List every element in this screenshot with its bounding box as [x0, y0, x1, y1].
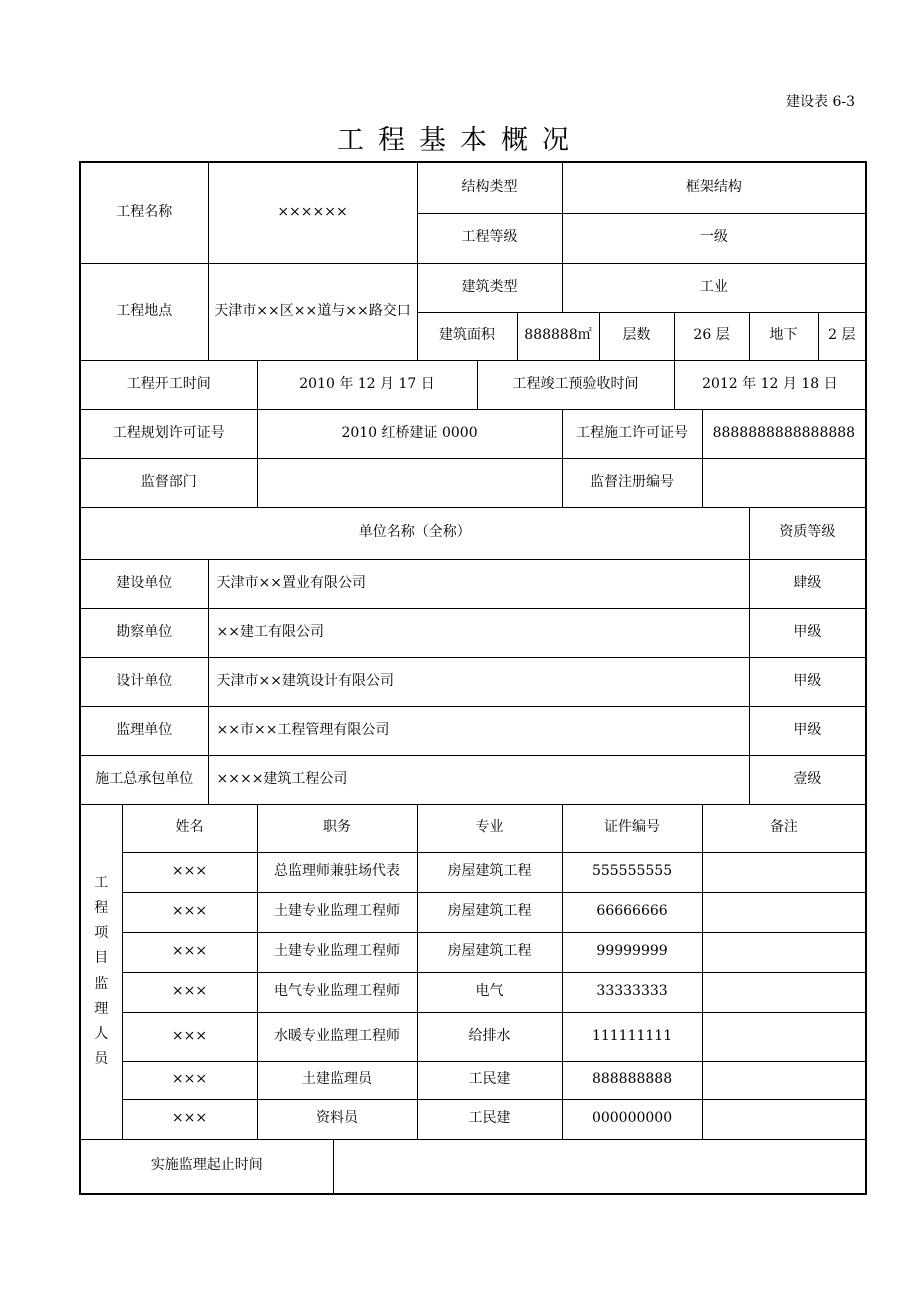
- building-type-label: 建筑类型: [417, 263, 562, 312]
- supervision-dept-value: [257, 458, 562, 507]
- area-value: 888888㎡: [517, 312, 599, 360]
- unit-row: [80, 608, 866, 657]
- staff-name: ×××: [122, 1099, 257, 1139]
- unit-name: ××××建筑工程公司: [208, 755, 749, 804]
- unit-row: [80, 706, 866, 755]
- location-label: 工程地点: [80, 263, 208, 360]
- location-value: 天津市××区××道与××路交口: [208, 263, 417, 360]
- staff-note: [702, 892, 866, 932]
- acceptance-date-label: 工程竣工预验收时间: [477, 360, 674, 409]
- staff-note: [702, 1099, 866, 1139]
- staff-cert: 33333333: [562, 972, 702, 1012]
- staff-title: 土建监理员: [257, 1061, 417, 1099]
- underground-label: 地下: [749, 312, 818, 360]
- page-title: 工程基本概况: [337, 125, 583, 156]
- staff-name: ×××: [122, 972, 257, 1012]
- unit-name: 天津市××建筑设计有限公司: [208, 657, 749, 706]
- staff-note: [702, 932, 866, 972]
- qualification-header: 资质等级: [749, 507, 866, 559]
- form-code: 建设表 6-3: [786, 94, 855, 110]
- staff-row: [80, 932, 866, 972]
- unit-row: [80, 755, 866, 804]
- staff-note: [702, 972, 866, 1012]
- staff-name: ×××: [122, 852, 257, 892]
- staff-col-name: 姓名: [122, 804, 257, 852]
- staff-specialty: 工民建: [417, 1099, 562, 1139]
- structure-type-value: 框架结构: [562, 162, 866, 213]
- unit-row: [80, 657, 866, 706]
- staff-col-cert: 证件编号: [562, 804, 702, 852]
- unit-role: 施工总承包单位: [80, 755, 208, 804]
- start-date-value: 2010 年 12 月 17 日: [257, 360, 477, 409]
- staff-row: [80, 892, 866, 932]
- staff-title: 资料员: [257, 1099, 417, 1139]
- unit-name: ××建工有限公司: [208, 608, 749, 657]
- unit-role: 监理单位: [80, 706, 208, 755]
- unit-name-header: 单位名称（全称）: [80, 507, 749, 559]
- staff-side-label: [80, 804, 122, 1139]
- staff-name: ×××: [122, 932, 257, 972]
- unit-name: ××市××工程管理有限公司: [208, 706, 749, 755]
- start-date-label: 工程开工时间: [80, 360, 257, 409]
- unit-grade: 甲级: [749, 657, 866, 706]
- acceptance-date-value: 2012 年 12 月 18 日: [674, 360, 866, 409]
- construction-permit-value: 8888888888888888: [702, 409, 866, 458]
- unit-name: 天津市××置业有限公司: [208, 559, 749, 608]
- staff-row: [80, 1012, 866, 1061]
- staff-cert: 111111111: [562, 1012, 702, 1061]
- staff-specialty: 房屋建筑工程: [417, 932, 562, 972]
- staff-title: 土建专业监理工程师: [257, 932, 417, 972]
- unit-grade: 甲级: [749, 608, 866, 657]
- supervision-period-value: [333, 1139, 866, 1194]
- staff-title: 总监理师兼驻场代表: [257, 852, 417, 892]
- staff-note: [702, 1012, 866, 1061]
- unit-role: 设计单位: [80, 657, 208, 706]
- floors-value: 26 层: [674, 312, 749, 360]
- unit-row: [80, 559, 866, 608]
- building-type-value: 工业: [562, 263, 866, 312]
- staff-specialty: 电气: [417, 972, 562, 1012]
- staff-name: ×××: [122, 892, 257, 932]
- planning-permit-label: 工程规划许可证号: [80, 409, 257, 458]
- staff-cert: 888888888: [562, 1061, 702, 1099]
- staff-specialty: 房屋建筑工程: [417, 852, 562, 892]
- staff-col-specialty: 专业: [417, 804, 562, 852]
- staff-row: [80, 1099, 866, 1139]
- staff-title: 水暖专业监理工程师: [257, 1012, 417, 1061]
- staff-side-text: 工程项目监理人员: [94, 874, 109, 1068]
- staff-title: 电气专业监理工程师: [257, 972, 417, 1012]
- project-grade-value: 一级: [562, 213, 866, 263]
- staff-name: ×××: [122, 1012, 257, 1061]
- project-name-value: ××××××: [208, 162, 417, 263]
- supervision-reg-value: [702, 458, 866, 507]
- unit-grade: 壹级: [749, 755, 866, 804]
- staff-col-note: 备注: [702, 804, 866, 852]
- area-label: 建筑面积: [417, 312, 517, 360]
- construction-permit-label: 工程施工许可证号: [562, 409, 702, 458]
- staff-cert: 000000000: [562, 1099, 702, 1139]
- unit-grade: 肆级: [749, 559, 866, 608]
- unit-role: 勘察单位: [80, 608, 208, 657]
- floors-label: 层数: [599, 312, 674, 360]
- unit-grade: 甲级: [749, 706, 866, 755]
- staff-note: [702, 1061, 866, 1099]
- unit-role: 建设单位: [80, 559, 208, 608]
- staff-cert: 99999999: [562, 932, 702, 972]
- project-grade-label: 工程等级: [417, 213, 562, 263]
- staff-note: [702, 852, 866, 892]
- staff-specialty: 房屋建筑工程: [417, 892, 562, 932]
- staff-cert: 555555555: [562, 852, 702, 892]
- planning-permit-value: 2010 红桥建证 0000: [257, 409, 562, 458]
- staff-row: [80, 852, 866, 892]
- staff-row: [80, 972, 866, 1012]
- supervision-reg-label: 监督注册编号: [562, 458, 702, 507]
- staff-row: [80, 1061, 866, 1099]
- project-overview-table: [79, 161, 867, 1195]
- underground-value: 2 层: [818, 312, 866, 360]
- structure-type-label: 结构类型: [417, 162, 562, 213]
- staff-title: 土建专业监理工程师: [257, 892, 417, 932]
- supervision-dept-label: 监督部门: [80, 458, 257, 507]
- staff-specialty: 工民建: [417, 1061, 562, 1099]
- staff-cert: 66666666: [562, 892, 702, 932]
- staff-col-title: 职务: [257, 804, 417, 852]
- staff-specialty: 给排水: [417, 1012, 562, 1061]
- supervision-period-label: 实施监理起止时间: [80, 1139, 333, 1194]
- staff-name: ×××: [122, 1061, 257, 1099]
- project-name-label: 工程名称: [80, 162, 208, 263]
